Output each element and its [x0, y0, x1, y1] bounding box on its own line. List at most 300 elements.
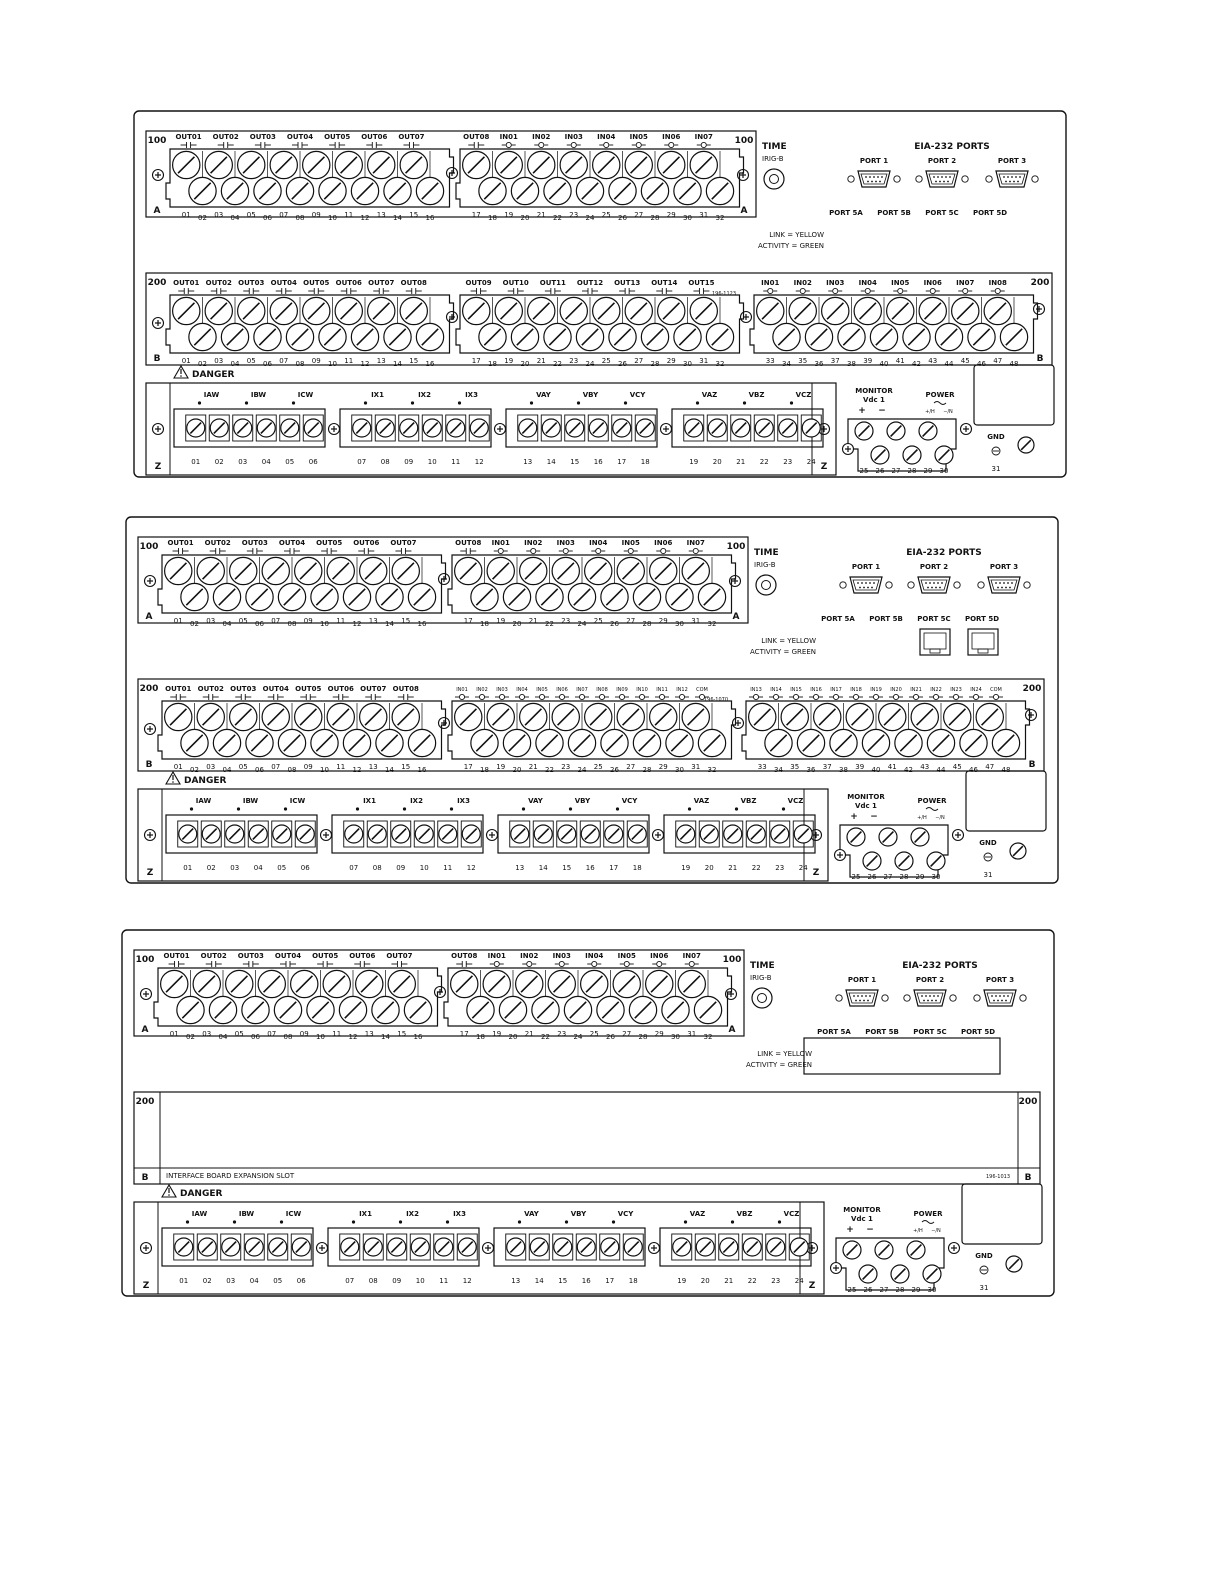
analog-channel-label: VAZ — [689, 1210, 706, 1218]
power-screw-lower — [935, 446, 953, 464]
terminal-screw-upper — [650, 557, 677, 584]
terminal-label: OUT07 — [390, 539, 417, 547]
power-minus: −/N — [943, 409, 953, 415]
analog-terminal-number: 16 — [581, 1277, 591, 1285]
db9-port-icon — [904, 990, 956, 1006]
time-input — [762, 142, 787, 189]
polarity-dot — [364, 401, 367, 404]
terminal-number: 01 — [181, 211, 191, 219]
terminal-number: 28 — [650, 214, 660, 222]
analog-terminal-screw — [732, 419, 750, 437]
port-label: PORT 1 — [859, 157, 889, 165]
analog-terminal-screw — [435, 1238, 453, 1256]
analog-terminal-screw — [447, 419, 465, 437]
analog-terminal-number: 18 — [628, 1277, 638, 1285]
activity-legend: ACTIVITY = GREEN — [750, 648, 816, 656]
db9-pin — [869, 176, 871, 178]
mounting-screw-icon — [949, 1243, 960, 1254]
row-b-id: 200 — [139, 684, 159, 694]
terminal-screw-upper — [560, 151, 587, 178]
polarity-dot — [458, 401, 461, 404]
db9-inner — [987, 993, 1013, 1003]
polarity-dot — [245, 401, 248, 404]
terminal-block — [166, 133, 454, 222]
db9-inner — [991, 580, 1017, 590]
terminal-number: 20 — [512, 620, 522, 628]
terminal-label: IN18 — [850, 687, 862, 693]
analog-terminal-number: 14 — [534, 1277, 544, 1285]
db9-pin — [1007, 176, 1009, 178]
analog-terminal-screw — [198, 1238, 216, 1256]
mounting-screw-icon — [145, 576, 156, 587]
terminal-screw-lower — [1000, 323, 1027, 350]
terminal-label: IN01 — [491, 539, 510, 547]
power-monitor-block — [831, 1184, 1043, 1294]
analog-terminal-number: 16 — [585, 864, 595, 872]
db9-pin — [853, 995, 855, 997]
terminal-number: 40 — [879, 360, 889, 368]
polarity-dot — [198, 401, 201, 404]
row-a-board — [138, 537, 748, 628]
sym-circle — [604, 142, 609, 147]
db9-pin — [929, 582, 931, 584]
terminal-number: 26 — [618, 360, 627, 368]
part-number: 196-1013 — [985, 1174, 1011, 1180]
terminal-number: 25 — [593, 763, 603, 771]
terminal-label: OUT05 — [295, 685, 322, 693]
terminal-screw-lower — [666, 583, 693, 610]
terminal-screw-lower — [536, 729, 563, 756]
analog-terminal-screw — [673, 1238, 691, 1256]
terminal-screw-upper — [197, 557, 224, 584]
sym-circle — [898, 288, 903, 293]
terminal-number: 44 — [936, 766, 946, 774]
power-plus: +/H — [925, 409, 935, 415]
sym-circle — [636, 142, 641, 147]
row-a-id-right: 100 — [722, 955, 742, 965]
terminal-number: 07 — [279, 211, 289, 219]
sym-circle — [963, 288, 968, 293]
terminal-number: 11 — [344, 357, 354, 365]
input-symbol-icon — [991, 288, 1005, 293]
terminal-label: OUT03 — [249, 133, 276, 141]
mounting-screw-icon — [329, 424, 340, 435]
terminal-number: 42 — [912, 360, 921, 368]
row-z-letter-right: Z — [812, 868, 820, 878]
terminal-screw-upper — [593, 297, 620, 324]
db9-pin — [863, 587, 865, 589]
db9-port-icon — [916, 171, 968, 187]
terminal-number: 02 — [198, 360, 207, 368]
terminal-screw-upper — [173, 297, 200, 324]
terminal-number: 29 — [658, 763, 668, 771]
input-symbol-icon — [559, 548, 573, 553]
terminal-number: 28 — [650, 360, 660, 368]
sym-circle — [596, 548, 601, 553]
polarity-dot — [446, 1220, 449, 1223]
terminal-label: IN05 — [629, 133, 648, 141]
sym-circle — [693, 548, 698, 553]
terminal-number: 05 — [246, 211, 256, 219]
analog-terminal-number: 04 — [249, 1277, 259, 1285]
terminal-number: 03 — [202, 1030, 212, 1038]
terminal-screw-lower — [479, 177, 506, 204]
terminal-screw-lower — [609, 177, 636, 204]
eia232-ports — [746, 961, 1026, 1074]
row-a-letter: A — [153, 206, 161, 216]
analog-terminal-screw — [368, 825, 386, 843]
sym-circle — [813, 694, 818, 699]
sym-circle — [953, 694, 958, 699]
power-screw-lower — [895, 852, 913, 870]
terminal-block — [158, 685, 446, 774]
input-symbol-icon — [555, 961, 569, 966]
terminal-screw-lower — [503, 583, 530, 610]
terminal-number: 25 — [593, 617, 603, 625]
analog-terminal-group — [328, 1210, 479, 1285]
power-terminal-number: 25 — [859, 467, 869, 475]
terminal-screw-lower — [416, 177, 443, 204]
terminal-label: OUT12 — [576, 279, 604, 287]
polarity-dot — [292, 401, 295, 404]
analog-terminal-screw — [511, 825, 529, 843]
input-symbol-icon — [958, 288, 972, 293]
analog-channel-label: IAW — [191, 1210, 208, 1218]
terminal-block — [456, 133, 744, 222]
db9-pin — [927, 1000, 929, 1002]
terminal-number: 10 — [320, 620, 329, 628]
db9-pin — [997, 1000, 999, 1002]
row-b-id-right: 200 — [1018, 1097, 1038, 1107]
terminal-screw-lower — [674, 323, 701, 350]
input-symbol-icon — [929, 694, 943, 699]
terminal-label: OUT02 — [197, 685, 224, 693]
db9-pin — [861, 995, 863, 997]
terminal-screw-upper — [262, 703, 289, 730]
terminal-number: 18 — [476, 1033, 485, 1041]
part-number: 196-1123 — [711, 291, 737, 297]
time-sub: IRIG-B — [754, 561, 776, 569]
terminal-number: 09 — [303, 763, 313, 771]
terminal-label: COM — [696, 687, 708, 693]
row-b-board — [146, 273, 1052, 368]
port-sub-label: PORT 5D — [972, 209, 1008, 217]
db9-pin — [925, 995, 927, 997]
power-monitor-block — [843, 365, 1055, 475]
danger-label: DANGER — [184, 776, 227, 786]
db9-pin — [995, 582, 997, 584]
contact-symbol-icon — [247, 548, 263, 554]
ground-stud — [1010, 843, 1026, 859]
terminal-screw-lower — [408, 729, 435, 756]
time-title: TIME — [750, 961, 775, 971]
terminal-number: 18 — [488, 360, 497, 368]
terminal-screw-upper — [552, 557, 579, 584]
terminal-number: 04 — [222, 766, 232, 774]
gnd-label: GND — [987, 433, 1005, 441]
mounting-screw-icon — [153, 424, 164, 435]
terminal-label: IN03 — [496, 687, 508, 693]
terminal-screw-upper — [617, 557, 644, 584]
time-input — [754, 548, 779, 595]
terminal-screw-upper — [678, 970, 705, 997]
terminal-screw-upper — [887, 297, 914, 324]
analog-terminal-number: 02 — [214, 458, 224, 466]
terminal-screw-lower — [471, 729, 498, 756]
contact-symbol-icon — [203, 694, 219, 700]
port-sub-label: PORT 5A — [817, 1028, 851, 1036]
analog-channel-label: IX1 — [371, 391, 384, 399]
polarity-dot — [518, 1220, 521, 1223]
db9-screw — [1024, 582, 1030, 588]
terminal-number: 23 — [557, 1030, 567, 1038]
sym-circle — [624, 961, 629, 966]
power-terminal-number: 26 — [867, 873, 877, 881]
terminal-number: 25 — [601, 357, 611, 365]
analog-channel-label: IBW — [250, 391, 267, 399]
analog-terminal-number: 08 — [368, 1277, 378, 1285]
contact-symbol-icon — [308, 288, 324, 294]
terminal-screw-upper — [205, 297, 232, 324]
terminal-label: OUT01 — [163, 952, 190, 960]
input-symbol-icon — [490, 961, 504, 966]
terminal-number: 01 — [169, 1030, 179, 1038]
terminal-number: 08 — [283, 1033, 293, 1041]
analog-terminal-number: 18 — [640, 458, 650, 466]
analog-channel-label: VCY — [629, 391, 646, 399]
db9-pin — [939, 587, 941, 589]
row-b-board — [138, 679, 1044, 774]
terminal-number: 09 — [311, 357, 321, 365]
analog-terminal-number: 01 — [179, 1277, 189, 1285]
mounting-screw-icon — [487, 830, 498, 841]
terminal-number: 13 — [368, 763, 378, 771]
terminal-number: 41 — [895, 357, 905, 365]
analog-terminal-number: 11 — [443, 864, 453, 872]
terminal-screw-lower — [278, 729, 305, 756]
analog-channel-label: VAY — [536, 391, 551, 399]
power-terminal-number: 27 — [879, 1286, 889, 1294]
analog-terminal-screw — [226, 825, 244, 843]
terminal-number: 28 — [642, 620, 652, 628]
terminal-screw-upper — [270, 297, 297, 324]
terminal-number: 29 — [666, 357, 676, 365]
terminal-screw-upper — [613, 970, 640, 997]
terminal-screw-lower — [927, 729, 954, 756]
terminal-number: 22 — [553, 360, 562, 368]
db9-screw — [986, 176, 992, 182]
monitor-title: MONITOR — [847, 793, 885, 801]
analog-terminal-number: 03 — [230, 864, 240, 872]
analog-terminal-number: 15 — [562, 864, 572, 872]
sym-circle — [995, 288, 1000, 293]
db9-pin — [939, 181, 941, 183]
sym-circle — [459, 694, 464, 699]
analog-terminal-screw — [589, 419, 607, 437]
analog-terminal-number: 07 — [345, 1277, 355, 1285]
terminal-label: IN04 — [585, 952, 604, 960]
analog-terminal-number: 14 — [546, 458, 556, 466]
terminal-screw-upper — [690, 297, 717, 324]
time-input — [750, 961, 775, 1008]
terminal-label: OUT03 — [238, 279, 265, 287]
analog-terminal-number: 04 — [253, 864, 263, 872]
terminal-number: 03 — [206, 763, 216, 771]
terminal-label: IN02 — [524, 539, 543, 547]
terminal-screw-upper — [487, 557, 514, 584]
terminal-screw-lower — [384, 177, 411, 204]
mounting-screw-icon — [145, 830, 156, 841]
polarity-dot — [237, 807, 240, 810]
analog-terminal-number: 08 — [372, 864, 382, 872]
contact-symbol-icon — [619, 288, 635, 294]
row-z-letter: Z — [142, 1281, 150, 1291]
analog-terminal-screw — [696, 1238, 714, 1256]
monitor-title: MONITOR — [843, 1206, 881, 1214]
terminal-label: OUT06 — [335, 279, 362, 287]
terminal-number: 05 — [238, 617, 248, 625]
terminal-label: OUT02 — [205, 279, 232, 287]
terminal-label: OUT01 — [167, 539, 194, 547]
analog-terminal-screw — [566, 419, 584, 437]
panel-1 — [134, 111, 1066, 477]
db9-inner — [853, 580, 879, 590]
terminal-number: 32 — [715, 360, 725, 368]
input-symbol-icon — [849, 694, 863, 699]
analog-terminal-number: 15 — [558, 1277, 568, 1285]
sym-circle — [993, 694, 998, 699]
terminal-label: IN07 — [682, 952, 701, 960]
contact-symbol-icon — [206, 961, 222, 967]
terminal-number: 22 — [545, 766, 554, 774]
port-label: PORT 3 — [985, 976, 1015, 984]
sym-circle — [768, 288, 773, 293]
terminal-screw-upper — [495, 151, 522, 178]
terminal-number: 16 — [417, 620, 427, 628]
analog-terminal-number: 04 — [261, 458, 271, 466]
terminal-block — [154, 952, 442, 1041]
analog-terminal-number: 11 — [451, 458, 461, 466]
analog-channel-label: VCY — [617, 1210, 634, 1218]
terminal-screw-upper — [789, 297, 816, 324]
terminal-number: 27 — [626, 617, 636, 625]
terminal-number: 26 — [606, 1033, 615, 1041]
analog-channel-label: IAW — [203, 391, 220, 399]
sym-circle — [599, 694, 604, 699]
db9-port-icon — [986, 171, 1038, 187]
power-screw-upper — [907, 1241, 925, 1259]
sym-circle — [571, 142, 576, 147]
mounting-screw-icon — [153, 170, 164, 181]
terminal-number: 14 — [385, 620, 394, 628]
terminal-screw-upper — [585, 557, 612, 584]
db9-screw — [978, 582, 984, 588]
terminal-number: 47 — [993, 357, 1003, 365]
terminal-screw-upper — [617, 703, 644, 730]
row-b-letter: B — [141, 1173, 149, 1183]
terminal-screw-upper — [295, 557, 322, 584]
analog-terminal-screw — [755, 419, 773, 437]
input-symbol-icon — [749, 694, 763, 699]
terminal-number: 07 — [271, 617, 281, 625]
bnc-center — [758, 994, 767, 1003]
row-a-letter: A — [145, 612, 153, 622]
analog-terminal-screw — [423, 419, 441, 437]
input-symbol-icon — [595, 694, 609, 699]
bnc-center — [770, 175, 779, 184]
time-sub: IRIG-B — [750, 974, 772, 982]
contact-symbol-icon — [373, 288, 389, 294]
db9-screw — [974, 995, 980, 1001]
analog-terminal-group — [672, 391, 823, 466]
terminal-screw-lower — [568, 583, 595, 610]
terminal-number: 13 — [376, 211, 386, 219]
terminal-screw-upper — [495, 297, 522, 324]
power-title: POWER — [913, 1210, 943, 1218]
analog-terminal-screw — [720, 1238, 738, 1256]
terminal-number: 08 — [287, 766, 297, 774]
terminal-number: 43 — [920, 763, 930, 771]
terminal-number: 18 — [488, 214, 497, 222]
terminal-number: 26 — [618, 214, 627, 222]
label-plate — [974, 365, 1054, 425]
sym-circle — [506, 142, 511, 147]
terminal-number: 16 — [417, 766, 427, 774]
terminal-screw-upper — [455, 557, 482, 584]
terminal-screw-lower — [404, 996, 431, 1023]
terminal-label: OUT06 — [349, 952, 376, 960]
terminal-screw-lower — [698, 583, 725, 610]
terminal-number: 13 — [376, 357, 386, 365]
terminal-screw-lower — [511, 323, 538, 350]
terminal-label: IN05 — [536, 687, 548, 693]
terminal-number: 15 — [401, 617, 411, 625]
input-symbol-icon — [989, 694, 1003, 699]
db9-pin — [1009, 181, 1011, 183]
port-label: PORT 2 — [927, 157, 957, 165]
db9-pin — [995, 995, 997, 997]
analog-terminal-screw — [708, 419, 726, 437]
terminal-number: 22 — [553, 214, 562, 222]
analog-channel-label: VAY — [528, 797, 543, 805]
row-z-board — [134, 1185, 824, 1294]
polarity-dot — [577, 401, 580, 404]
row-z-letter-right: Z — [820, 462, 828, 472]
terminal-label: IN02 — [476, 687, 488, 693]
db9-pin — [945, 176, 947, 178]
analog-channel-label: VBY — [570, 1210, 587, 1218]
db9-pin — [921, 995, 923, 997]
db9-pin — [881, 176, 883, 178]
terminal-number: 26 — [610, 766, 619, 774]
db9-pin — [947, 181, 949, 183]
analog-terminal-screw — [179, 825, 197, 843]
terminal-number: 44 — [944, 360, 954, 368]
terminal-block — [448, 539, 736, 628]
terminal-screw-upper — [400, 297, 427, 324]
analog-terminal-number: 15 — [570, 458, 580, 466]
analog-terminal-number: 19 — [681, 864, 691, 872]
polarity-dot — [735, 807, 738, 810]
analog-terminal-number: 02 — [202, 1277, 212, 1285]
contact-symbol-icon — [656, 288, 672, 294]
terminal-number: 27 — [626, 763, 636, 771]
port-label: PORT 3 — [989, 563, 1019, 571]
analog-terminal-number: 13 — [515, 864, 525, 872]
input-symbol-icon — [535, 694, 549, 699]
terminal-label: IN02 — [532, 133, 551, 141]
contact-symbol-icon — [406, 288, 422, 294]
